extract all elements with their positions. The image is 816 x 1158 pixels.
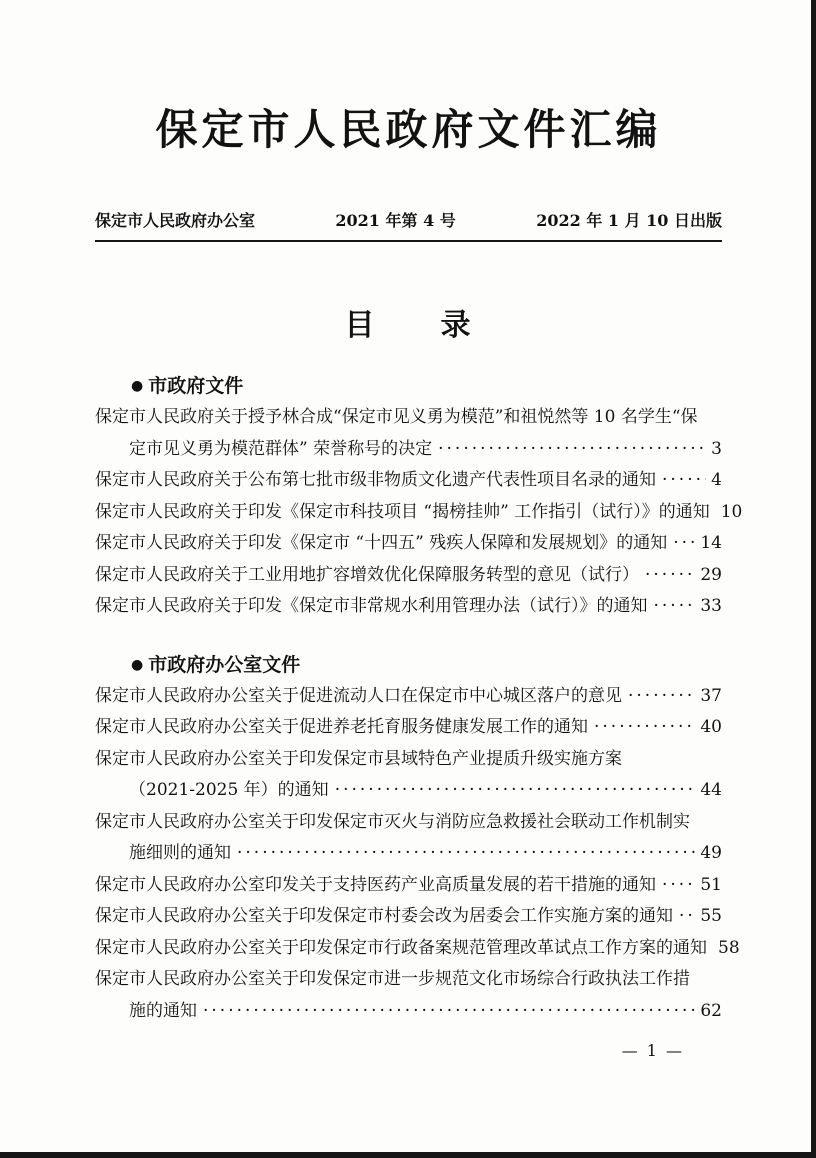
section-label: 市政府文件 <box>148 375 244 398</box>
entry-text: 保定市人民政府办公室关于印发保定市行政备案规范管理改革试点工作方案的通知 <box>95 937 707 958</box>
entry-page-number: 29 <box>700 564 722 585</box>
toc-entry-line <box>95 838 722 870</box>
dot-leader <box>628 681 695 713</box>
toc-entry-line <box>95 933 740 965</box>
entry-text: 保定市人民政府关于公布第七批市级非物质文化遗产代表性项目名录的通知 <box>95 470 656 491</box>
entry-text: 保定市人民政府办公室关于印发保定市村委会改为居委会工作实施方案的通知 <box>95 906 673 927</box>
dot-leader <box>662 870 695 902</box>
entry-text: 保定市人民政府关于印发《保定市非常规水利用管理办法（试行）》的通知 <box>95 596 648 617</box>
entry-text: 施的通知 <box>129 1000 197 1021</box>
bullet-icon: ● <box>131 378 144 395</box>
toc-entry-line <box>95 465 722 497</box>
toc-entry-line <box>95 996 722 1028</box>
entry-page-number: 37 <box>700 685 722 706</box>
bullet-icon: ● <box>131 656 144 673</box>
toc-entry <box>95 807 722 870</box>
toc <box>95 370 743 1027</box>
dot-leader <box>594 712 695 744</box>
section-heading <box>131 649 722 681</box>
masthead-divider <box>95 240 722 242</box>
entry-text: 定市见义勇为模范群体” 荣誉称号的决定 <box>129 438 433 459</box>
entry-text: （2021-2025 年）的通知 <box>129 780 329 801</box>
entry-text: 保定市人民政府办公室关于促进养老托育服务健康发展工作的通知 <box>95 717 588 738</box>
dot-leader <box>654 591 696 623</box>
entry-text: 保定市人民政府办公室印发关于支持医药产业高质量发展的若干措施的通知 <box>95 874 656 895</box>
dot-leader <box>673 528 695 560</box>
toc-entry <box>95 964 722 1027</box>
entry-page-number: 3 <box>711 438 722 459</box>
toc-entry <box>95 402 722 465</box>
toc-entry <box>95 933 740 965</box>
entry-text: 保定市人民政府关于印发《保定市科技项目 “揭榜挂帅” 工作指引（试行）》的通知 <box>95 501 710 522</box>
toc-entry-line <box>95 712 722 744</box>
toc-entry-line <box>95 528 722 560</box>
toc-entry <box>95 465 722 497</box>
document-title: 保定市人民政府文件汇编 <box>155 105 662 154</box>
page-number: — 1 — <box>621 1041 684 1061</box>
entry-page-number: 4 <box>711 470 722 491</box>
toc-entry-line <box>95 901 722 933</box>
toc-entry-line <box>95 870 722 902</box>
entry-page-number: 10 <box>720 501 743 522</box>
entry-page-number: 55 <box>700 906 722 927</box>
entry-page-number: 44 <box>700 780 722 801</box>
toc-entry-line <box>95 560 722 592</box>
entry-page-number: 51 <box>700 874 722 895</box>
dot-leader <box>438 434 706 466</box>
entry-page-number: 33 <box>700 596 722 617</box>
toc-entry-line <box>95 775 722 807</box>
issuing-office: 保定市人民政府办公室 <box>95 211 256 231</box>
toc-entry <box>95 870 722 902</box>
issue-number: 2021 年第 4 号 <box>335 211 456 231</box>
dot-leader <box>679 901 695 933</box>
entry-text: 保定市人民政府办公室关于印发保定市灭火与消防应急救援社会联动工作机制实 <box>95 811 690 832</box>
toc-entry <box>95 712 722 744</box>
toc-entry <box>95 901 722 933</box>
dot-leader <box>237 838 695 870</box>
entry-text: 保定市人民政府关于工业用地扩容增效优化保障服务转型的意见（试行） <box>95 564 639 585</box>
entry-text: 保定市人民政府办公室关于印发保定市县域特色产业提质升级实施方案 <box>95 748 622 769</box>
toc-entry <box>95 560 722 592</box>
dot-leader <box>335 775 696 807</box>
masthead <box>95 208 722 231</box>
entry-page-number: 62 <box>700 1000 722 1021</box>
toc-entry-line <box>95 681 722 713</box>
toc-entry <box>95 681 722 713</box>
toc-entry-line <box>95 434 722 466</box>
page-content <box>0 106 811 1060</box>
toc-entry <box>95 591 722 623</box>
toc-entry-line <box>95 497 743 529</box>
entry-page-number: 14 <box>700 533 722 554</box>
toc-entry <box>95 744 722 807</box>
toc-title: 目 录 <box>344 308 473 344</box>
entry-text: 保定市人民政府办公室关于促进流动人口在保定市中心城区落户的意见 <box>95 685 622 706</box>
entry-text: 保定市人民政府关于授予林合成“保定市见义勇为模范”和祖悦然等 10 名学生“保 <box>95 407 698 428</box>
entry-page-number: 49 <box>700 843 722 864</box>
section-label: 市政府办公室文件 <box>148 653 301 676</box>
toc-entry <box>95 497 743 529</box>
dot-leader <box>203 996 695 1028</box>
toc-entry-line <box>95 591 722 623</box>
entry-page-number: 40 <box>700 717 722 738</box>
section-heading <box>131 370 722 402</box>
entry-text: 保定市人民政府关于印发《保定市 “十四五” 残疾人保障和发展规划》的通知 <box>95 533 668 554</box>
entry-text: 施细则的通知 <box>129 843 231 864</box>
entry-text: 保定市人民政府办公室关于印发保定市进一步规范文化市场综合行政执法工作措 <box>95 969 690 990</box>
publish-date: 2022 年 1 月 10 日出版 <box>536 211 722 231</box>
dot-leader <box>662 465 706 497</box>
toc-entry <box>95 528 722 560</box>
dot-leader <box>645 560 695 592</box>
entry-page-number: 58 <box>718 937 740 958</box>
